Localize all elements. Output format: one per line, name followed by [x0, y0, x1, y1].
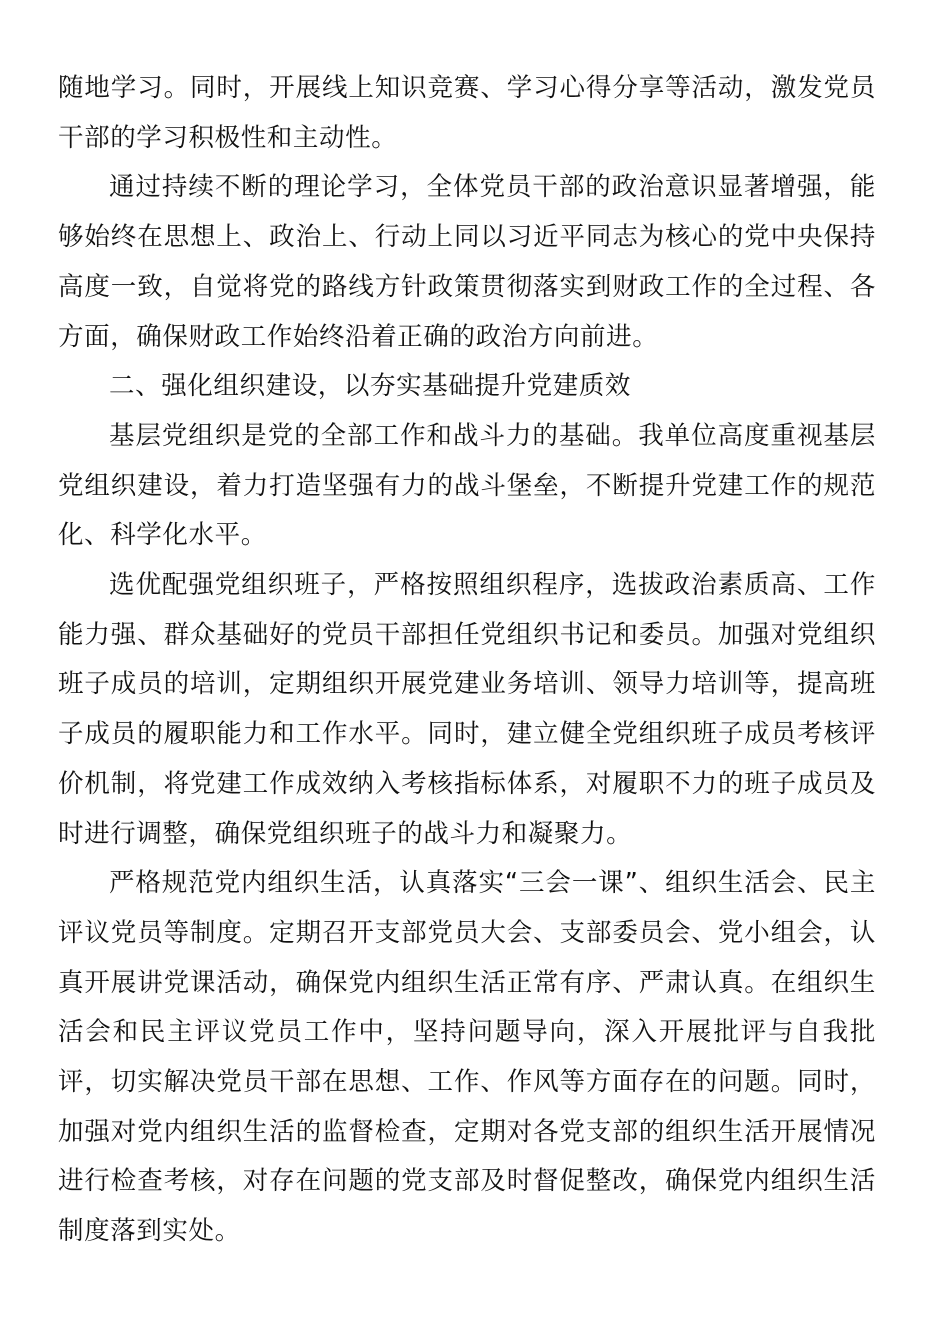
- paragraph-theory-study-result: 通过持续不断的理论学习，全体党员干部的政治意识显著增强，能够始终在思想上、政治上、行动上同以习近平同志为核心的党中央保持高度一致，自觉将党的路线方针政策贯彻落实到财政工作的全过程、各方面，确保财政工作始终沿着正确的政治方向前进。: [58, 172, 876, 352]
- document-body: [58, 64, 876, 1257]
- paragraph-organization-team: 选优配强党组织班子，严格按照组织程序，选拔政治素质高、工作能力强、群众基础好的党员干部担任党组织书记和委员。加强对党组织班子成员的培训，定期组织开展党建业务培训、领导力培训等，提高班子成员的履职能力和工作水平。同时，建立健全党组织班子成员考核评价机制，将党建工作成效纳入考核指标体系，对履职不力的班子成员及时进行调整，确保党组织班子的战斗力和凝聚力。: [58, 570, 876, 849]
- paragraph-grassroots-organization: 基层党组织是党的全部工作和战斗力的基础。我单位高度重视基层党组织建设，着力打造坚强有力的战斗堡垒，不断提升党建工作的规范化、科学化水平。: [58, 420, 876, 551]
- section-heading: 二、强化组织建设，以夯实基础提升党建质效: [109, 371, 632, 402]
- paragraph-organization-life: 严格规范党内组织生活，认真落实“三会一课”、组织生活会、民主评议党员等制度。定期召开支部党员大会、支部委员会、党小组会，认真开展讲党课活动，确保党内组织生活正常有序、严肃认真。在组织生活会和民主评议党员工作中，坚持问题导向，深入开展批评与自我批评，切实解决党员干部在思想、工作、作风等方面存在的问题。同时，加强对党内组织生活的监督检查，定期对各党支部的组织生活开展情况进行检查考核，对存在问题的党支部及时督促整改，确保党内组织生活制度落到实处。: [58, 868, 876, 1247]
- paragraph-continuation: 随地学习。同时，开展线上知识竞赛、学习心得分享等活动，激发党员干部的学习积极性和主动性。: [58, 73, 876, 153]
